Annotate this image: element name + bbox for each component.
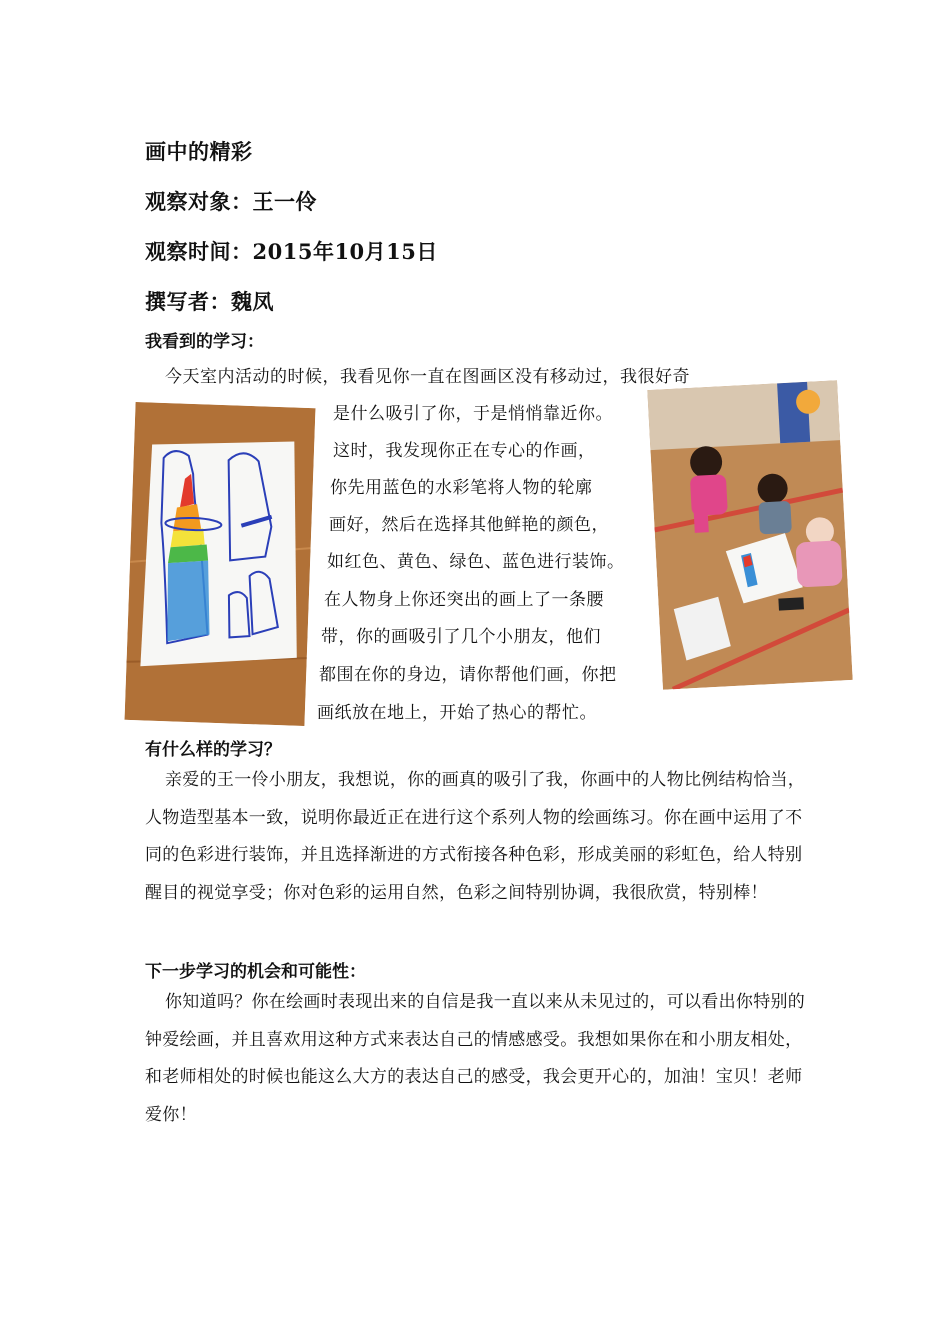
section1-line: 在人物身上你还突出的画上了一条腰	[324, 590, 604, 610]
author: 撰写者：魏凤	[145, 289, 274, 314]
section-heading-seen: 我看到的学习：	[145, 332, 264, 352]
section1-line: 今天室内活动的时候，我看见你一直在图画区没有移动过，我很好奇	[165, 367, 690, 387]
section1-line: 画好，然后在选择其他鲜艳的颜色，	[329, 515, 609, 535]
section2-paragraph: 亲爱的王一伶小朋友，我想说，你的画真的吸引了我，你画中的人物比例结构恰当，人物造型基本一致，说明你最近正在进行这个系列人物的绘画练习。你在画中运用了不同的色彩进行装饰，并且选择渐进的方式衔接各种色彩，形成美丽的彩虹色，给人特别醒目的视觉享受；你对色彩的运用自然，色彩之间特别协调，我很欣赏，特别棒！	[145, 770, 806, 903]
section3-paragraph: 你知道吗？你在绘画时表现出来的自信是我一直以来从未见过的，可以看出你特别的钟爱绘画，并且喜欢用这种方式来表达自己的情感感受。我想如果你在和小朋友相处，和老师相处的时候也能这么大方的表达自己的感受，我会更开心的，加油！宝贝！老师爱你！	[145, 992, 806, 1125]
observation-subject: 观察对象：王一伶	[145, 189, 317, 214]
section1-line: 都围在你的身边，请你帮他们画，你把	[319, 665, 617, 685]
section1-line: 是什么吸引了你，于是悄悄靠近你。	[333, 404, 613, 424]
doc-title: 画中的精彩	[145, 139, 253, 164]
section1-line: 如红色、黄色、绿色、蓝色进行装饰。	[327, 552, 625, 572]
children-photo	[647, 380, 852, 690]
section-heading-next-steps: 下一步学习的机会和可能性：	[145, 962, 366, 982]
drawing-photo	[125, 402, 316, 726]
section1-line: 这时，我发现你正在专心的作画，	[333, 441, 596, 461]
section1-line: 你先用蓝色的水彩笔将人物的轮廓	[330, 478, 593, 498]
section1-line: 带，你的画吸引了几个小朋友，他们	[321, 627, 601, 647]
observation-date: 观察时间：2015年10月15日	[145, 239, 438, 264]
section1-line: 画纸放在地上，开始了热心的帮忙。	[317, 703, 597, 723]
section-heading-learning: 有什么样的学习？	[145, 740, 281, 760]
